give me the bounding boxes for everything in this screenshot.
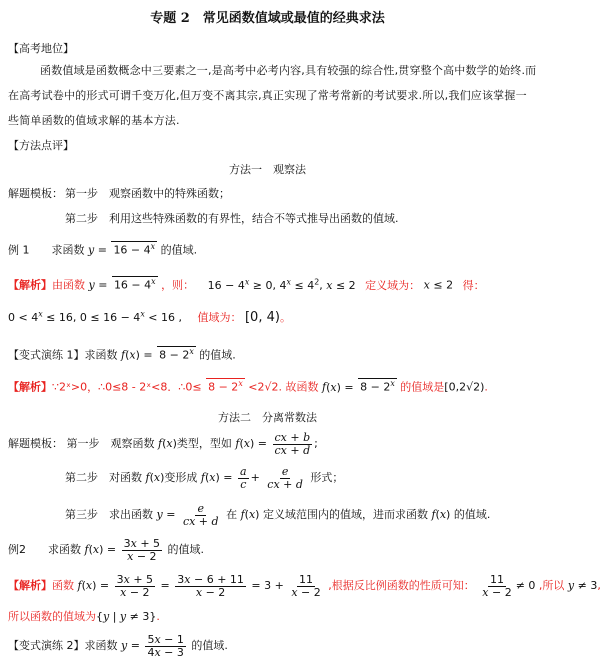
method2-step2: 第二步 对函数 f(x)变形成 f(x) = $\frac{a}{c}$ + $\frac{e}{cx + d}$ 形式；	[65, 465, 344, 491]
page-title: 专题 2 常见函数值域或最值的经典求法	[150, 11, 385, 26]
solution1-line1: 【解析】由函数 $y = 16 - 4^x$ ，则： $16 - 4^x \ge 0$, $4^x \le 4^2$, x ≤ 2 定义域为： x ≤ 2 得：	[8, 277, 485, 292]
variant2: 【变式演练 2】求函数 y = $\frac{5x - 1}{4x - 3}$ 的值域.	[8, 633, 228, 659]
method2-title: 方法二 分离常数法	[218, 411, 317, 424]
solution1-line2: $0 < 4^x \le 16$, $0 \le 16 - 4^x < 16$ , 值域为： [0, 4)。	[8, 309, 291, 325]
section-header-method-tips: 【方法点评】	[8, 139, 74, 152]
method2-step1: 解题模板： 第一步 观察函数 f(x)类型，型如 f(x) = $\frac{cx + b}{cx + d}$ ;	[8, 431, 318, 457]
variant1: 【变式演练 1】求函数 $f(x) = 8 - 2^x$ 的值域.	[8, 347, 236, 362]
section-header-gaokao: 【高考地位】	[8, 42, 74, 55]
method1-template-label: 解题模板：	[8, 187, 63, 200]
example1: 例 1 求函数 $y = 16 - 4^x$ 的值域.	[8, 242, 198, 257]
method2-step3: 第三步 求出函数 y = $\frac{e}{cx + d}$ 在 f(x) 定义域范围内的值域，进而求函数 f(x) 的值域.	[65, 502, 491, 528]
solution2-line2: 所以函数的值域为{y | y ≠ 3}.	[8, 610, 160, 623]
method1-title: 方法一 观察法	[229, 163, 306, 176]
method1-step2: 第二步 利用这些特殊函数的有界性，结合不等式推导出函数的值域.	[65, 212, 399, 225]
intro-line-1: 函数值域是函数概念中三要素之一,是高考中必考内容,具有较强的综合性,贯穿整个高中数学的始终.而	[40, 64, 537, 77]
example2: 例2 求函数 f(x) = $\frac{3x + 5}{x - 2}$ 的值域.	[8, 537, 205, 563]
method1-step1: 第一步 观察函数中的特殊函数；	[65, 187, 230, 200]
solution2-line1: 【解析】函数 f(x) = $\frac{3x + 5}{x - 2}$ = $\frac{3x - 6 + 11}{x - 2}$ = 3 + $\frac{11}{x - 2}$ ,根据反比例函数的性质可知： $\frac{11}{x - 2}$ ≠ 0 ,所以 y ≠ 3,	[8, 573, 601, 599]
variant1-solution: 【解析】∵2ˣ>0，∴0≤8 - 2ˣ<8．∴0≤ $8 - 2^x <2√2$. 故函数 $f(x) = 8 - 2^x$ 的值域是[0,2√2).	[8, 379, 488, 394]
intro-line-3: 些简单函数的值域求解的基本方法.	[8, 114, 180, 127]
intro-line-2: 在高考试卷中的形式可谓千变万化,但万变不离其宗,真正实现了常考常新的考试要求.所以,我们应该掌握一	[8, 89, 527, 102]
